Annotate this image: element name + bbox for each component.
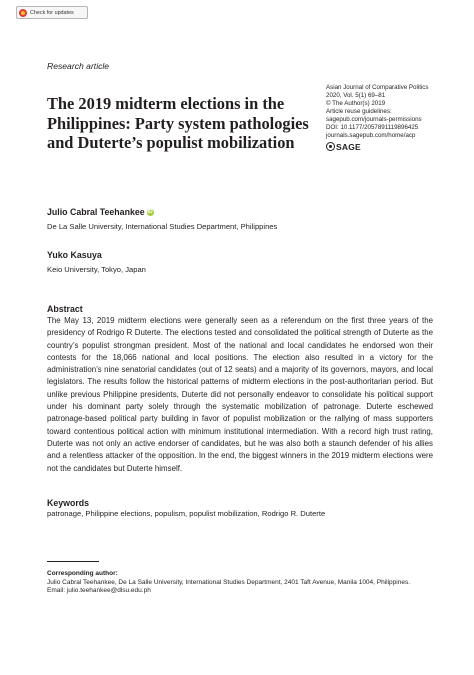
- corresponding-author: [47, 570, 437, 596]
- keywords-text: patronage, Philippine elections, populism, populist mobilization, Rodrigo R. Duterte: [47, 509, 326, 518]
- journal-volume: 2020, Vol. 5(1) 69–81: [326, 92, 386, 99]
- check-for-updates-badge[interactable]: [16, 6, 88, 19]
- journal-reuse: Article reuse guidelines:: [326, 108, 392, 115]
- author-1-affiliation: De La Salle University, International Studies Department, Philippines: [47, 222, 278, 231]
- badge-label: Check for updates: [30, 9, 74, 16]
- footnote-divider: [47, 561, 99, 562]
- journal-doi[interactable]: DOI: 10.1177/2057891119896425: [326, 124, 419, 131]
- sage-logo: [326, 142, 428, 151]
- author-1: [47, 207, 154, 217]
- journal-name: Asian Journal of Comparative Politics: [326, 84, 429, 91]
- author-2-affiliation: Keio University, Tokyo, Japan: [47, 265, 146, 274]
- sage-logo-icon: [326, 142, 335, 151]
- journal-info: [326, 84, 428, 151]
- author-2-name: Yuko Kasuya: [47, 250, 102, 260]
- crossmark-icon: [19, 9, 27, 17]
- article-type: Research article: [47, 61, 110, 71]
- corresponding-author-email[interactable]: Email: julio.teehankee@dlsu.edu.ph: [47, 587, 151, 595]
- corresponding-author-heading: Corresponding author:: [47, 570, 118, 577]
- corresponding-author-address: Julio Cabral Teehankee, De La Salle University, International Studies Department, 2401 Taft Avenue, Manila 1004, Philippines.: [47, 578, 411, 586]
- journal-permissions-link[interactable]: sagepub.com/journals-permissions: [326, 116, 422, 123]
- abstract-text: The May 13, 2019 midterm elections were generally seen as a referendum on the first three years of the presidency of Rodrigo R Duterte. The elections tested and consolidated the political strength of Duterte as the country’s populist strongman president. Most of the national and local candidates he endorsed won their contests for the 18,066 national and local positions. The election also resulted in a victory for the administration’s nine senatorial candidates (out of 12 seats) and a majority of its governors, mayors, and local legislators. The results follow the historical patterns of midterm elections in the post-authoritarian period. But unlike previous Philippine presidents, Duterte did not personally endeavor to consolidate his political support under his dominant party solely through the systematic mobilization of patronage. Duterte eschewed patronage-based political party building in favor of populist mobilization or the rallying of mass supporters toward contentious political action with minimum institutional intermediation. With a record high trust rating, Duterte was not only an active endorser of candidates, but he was also both a staunch defender of his allies and a relentless attacker of the opposition. In the end, the biggest winners in the 2019 midterm elections were not the candidates but Duterte himself.: [47, 316, 433, 473]
- sage-logo-text: SAGE: [336, 141, 361, 152]
- journal-home-link[interactable]: journals.sagepub.com/home/acp: [326, 132, 416, 139]
- author-1-name: Julio Cabral Teehankee: [47, 207, 145, 217]
- keywords-heading: Keywords: [47, 498, 90, 508]
- journal-copyright: © The Author(s) 2019: [326, 100, 386, 107]
- orcid-icon[interactable]: iD: [147, 209, 153, 216]
- abstract-heading: Abstract: [47, 304, 83, 314]
- article-title: The 2019 midterm elections in the Philippines: Party system pathologies and Duterte’s populist mobilization: [47, 94, 309, 153]
